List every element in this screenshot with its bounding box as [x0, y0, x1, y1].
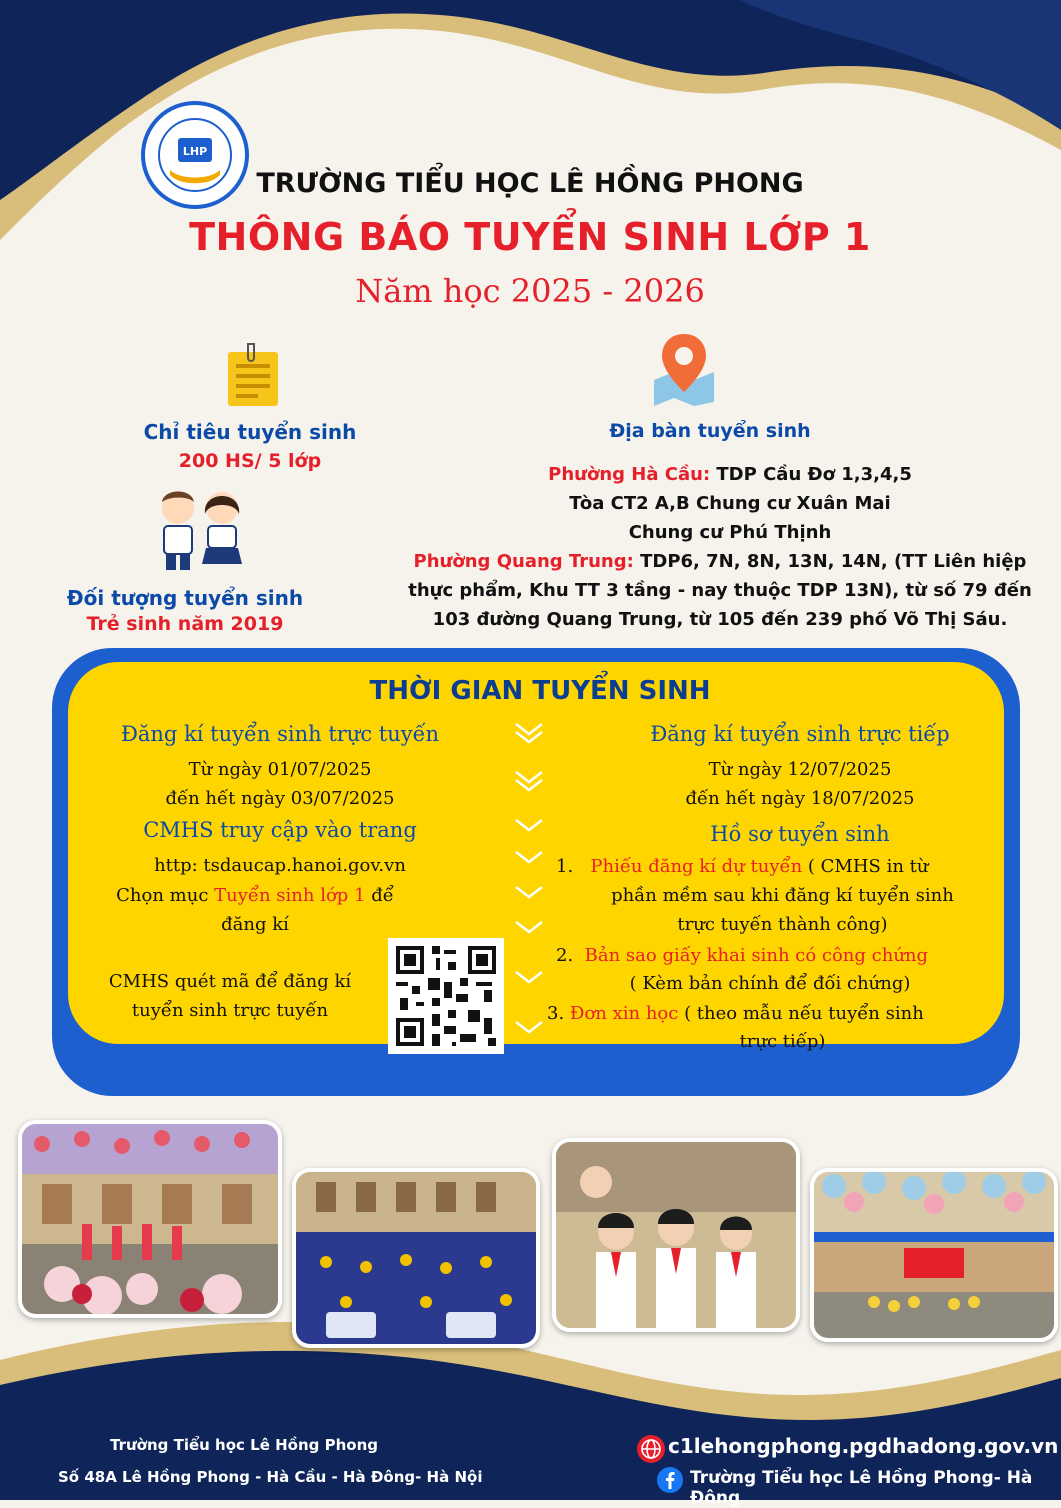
direct-title: Đăng kí tuyển sinh trực tiếp: [650, 722, 950, 746]
doc2-name: Bản sao giấy khai sinh có công chứng: [584, 945, 929, 966]
docs-title: Hồ sơ tuyển sinh: [710, 822, 890, 846]
chevron-divider: [512, 722, 546, 1052]
direct-to: đến hết ngày 18/07/2025: [685, 788, 915, 809]
notepad-icon: [222, 342, 284, 408]
ward2-name: Phường Quang Trung:: [413, 551, 634, 572]
doc3-name: Đơn xin học: [569, 1003, 679, 1024]
facebook-icon: [656, 1466, 684, 1494]
photo-stage: [810, 1168, 1058, 1342]
quota-label: Chỉ tiêu tuyển sinh: [143, 420, 357, 444]
doc1-name: Phiếu đăng kí dự tuyển: [590, 856, 803, 877]
quota-value: 200 HS/ 5 lớp: [178, 450, 322, 472]
doc1-line3: trực tuyến thành công): [677, 914, 888, 935]
doc1-line1: 1. Phiếu đăng kí dự tuyển ( CMHS in từ: [556, 856, 929, 877]
svg-text:LHP: LHP: [182, 145, 208, 158]
footer-address: Số 48A Lê Hồng Phong - Hà Cầu - Hà Đông- Hà Nội: [58, 1468, 483, 1486]
doc1-line2: phần mềm sau khi đăng kí tuyển sinh: [611, 885, 954, 906]
area-label: Địa bàn tuyển sinh: [609, 420, 811, 442]
schedule-title: THỜI GIAN TUYỂN SINH: [369, 676, 711, 706]
target-value: Trẻ sinh năm 2019: [86, 613, 284, 635]
doc2-line2: ( Kèm bản chính để đối chứng): [629, 973, 911, 994]
qr-code[interactable]: [388, 938, 504, 1054]
ward1-line3: Chung cư Phú Thịnh: [628, 522, 832, 543]
direct-from: Từ ngày 12/07/2025: [708, 759, 892, 780]
footer-facebook[interactable]: Trường Tiểu học Lê Hồng Phong- Hà Đông: [690, 1468, 1033, 1508]
school-year: Năm học 2025 - 2026: [355, 272, 705, 310]
target-label: Đối tượng tuyển sinh: [66, 586, 304, 610]
ward1-line2: Tòa CT2 A,B Chung cư Xuân Mai: [569, 493, 891, 514]
ward2-line2: thực phẩm, Khu TT 3 tầng - nay thuộc TDP 13N), từ số 79 đến: [408, 580, 1032, 601]
doc3-line1: 3. Đơn xin học ( theo mẫu nếu tuyển sinh: [547, 1003, 924, 1024]
photo-salute: [552, 1138, 800, 1332]
footer-website[interactable]: c1lehongphong.pgdhadong.gov.vn: [668, 1434, 1059, 1458]
school-logo: [140, 100, 250, 210]
school-name: TRƯỜNG TIỂU HỌC LÊ HỒNG PHONG: [256, 168, 804, 199]
photo-graduation: [292, 1168, 540, 1348]
photo-ao-dai: [18, 1120, 282, 1318]
map-pin-icon: [648, 330, 720, 406]
scan-line2: tuyển sinh trực tuyến: [131, 1000, 329, 1021]
scan-line1: CMHS quét mã để đăng kí: [108, 971, 352, 992]
students-icon: [150, 484, 250, 574]
online-choose-item: Tuyển sinh lớp 1: [214, 885, 366, 906]
online-to: đến hết ngày 03/07/2025: [165, 788, 395, 809]
online-title: Đăng kí tuyển sinh trực tuyến: [120, 722, 440, 746]
online-access: CMHS truy cập vào trang: [143, 818, 417, 842]
online-url[interactable]: http: tsdaucap.hanoi.gov.vn: [154, 855, 406, 876]
ward1-name: Phường Hà Cầu:: [548, 464, 711, 485]
ward2-line3: 103 đường Quang Trung, từ 105 đến 239 phố Võ Thị Sáu.: [432, 609, 1008, 630]
doc2-line1: 2. Bản sao giấy khai sinh có công chứng: [556, 945, 929, 966]
doc3-line2: trực tiếp): [739, 1031, 826, 1052]
ward2-line1: Phường Quang Trung: TDP6, 7N, 8N, 13N, 14N, (TT Liên hiệp: [413, 551, 1027, 572]
notice-title: THÔNG BÁO TUYỂN SINH LỚP 1: [189, 215, 871, 259]
ward1-line1: Phường Hà Cầu: TDP Cầu Đơ 1,3,4,5: [548, 464, 912, 485]
online-choose-line2: đăng kí: [221, 914, 289, 935]
footer-school: Trường Tiểu học Lê Hồng Phong: [110, 1436, 378, 1454]
online-from: Từ ngày 01/07/2025: [188, 759, 372, 780]
online-choose: Chọn mục Tuyển sinh lớp 1 để: [116, 885, 394, 906]
globe-icon: [636, 1434, 666, 1464]
